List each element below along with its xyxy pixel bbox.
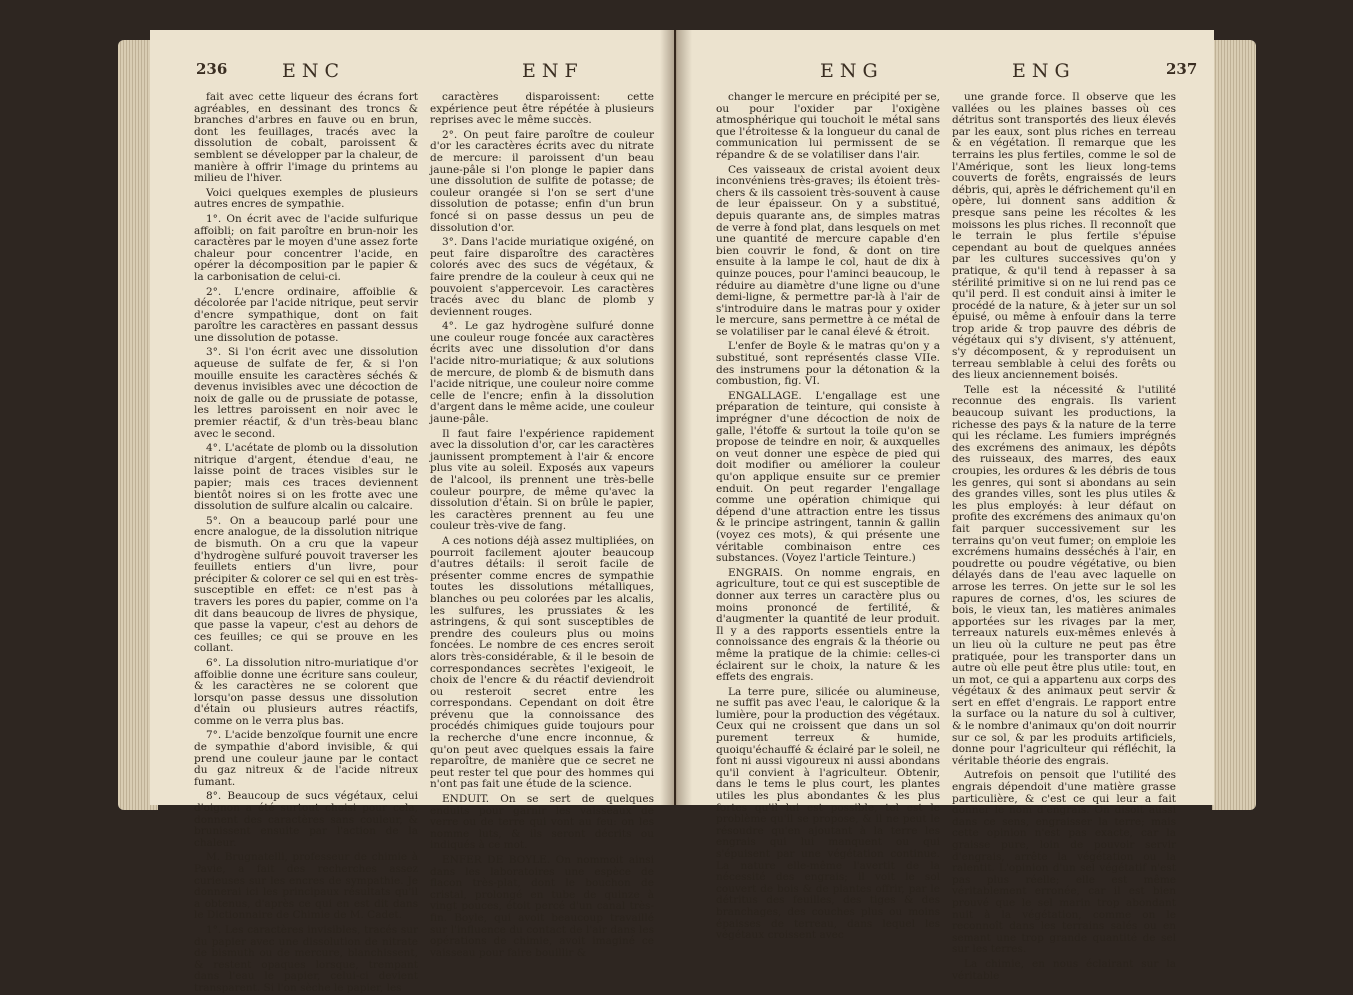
right-page: [676, 30, 1214, 982]
running-head-left-2: ENF: [522, 60, 584, 82]
right-page-column-2: [952, 91, 1176, 982]
paragraph: 5°. On a beaucoup parlé pour une encre analogue, de la dissolution nitrique de bismuth. On a cru que la vapeur d'hydrogène sulfuré pouvoit traverser les feuillets entiers d'un livre, pour précipiter & colorer ce sel qui en est très-susceptible en effet: ce n'est pas à travers les pores du papier, comme on l'a dit dans beaucoup de livres de physique, que passe la vapeur, c'est au dehors de ces feuilles; ce qui se prouve en les collant.: [194, 514, 418, 655]
paragraph: ENGALLAGE. L'engallage est une préparation de teinture, qui consiste à imprégner d'une décoction de noix de galle, l'étoffe & surtout la toile qu'on se propose de teindre en noir, & auxquelles on veut donner une espèce de pied qui doit modifier ou améliorer la couleur qu'on applique ensuite sur ce premier enduit. On peut regarder l'engallage comme une opération chimique qui dépend d'une attraction entre les tissus & le principe astringent, tannin & gallin (voyez ces mots), & qui présente une véritable combinaison entre ces substances. (Voyez l'article Teinture.): [716, 389, 940, 565]
paragraph: 8°. Beaucoup de sucs végétaux, celui d'oignon a été surtout choisi pour cela, donnent des caractères sans couleur, & brunissent ensuite par l'action de la chaleur.: [194, 790, 418, 849]
left-page-column-2: [430, 91, 654, 959]
paragraph: changer le mercure en précipité per se, ou pour l'oxider par l'oxigène atmosphérique qui touchoit le métal sans que l'étroitesse & la longueur du canal de communication lui permissent de se répandre & de se volatiliser dans l'air.: [716, 91, 940, 161]
paragraph: une grande force. Il observe que les vallées ou les plaines basses où ces détritus sont transportés des lieux élevés par les eaux, sont plus riches en terreau & en végétation. Il remarque que les terrains les plus fertiles, comme le sol de l'Amérique, sont les lieux long-tems couverts de forêts, engraissés de leurs débris, qui, après le défrichement qu'il en opère, lui donnent sans addition & presque sans peine les récoltes & les moissons les plus riches. Il reconnoît que le terrain le plus fertile s'épuise cependant au bout de quelques années par les cultures successives qu'on y pratique, & qu'il tend à repasser à sa stérilité primitive si on ne lui rend pas ce qu'il perd. Il est conduit ainsi à imiter le procédé de la nature, & à jeter sur un sol épuisé, ou même à enfouir dans la terre trop aride & trop pauvre des débris de végétaux qui s'y divisent, s'y atténuent, s'y décomposent, & y reproduisent un terreau semblable à celui des forêts ou des lieux anciennement boisés.: [952, 91, 1176, 382]
paragraph: Il faut faire l'expérience rapidement avec la dissolution d'or, car les caractères jaunissent promptement à l'air & encore plus vite au soleil. Exposés aux vapeurs de l'alcool, ils prennent une très-belle couleur pourpre, de même qu'avec la dissolution d'étain. Si on brûle le papier, les caractères prennent au feu une couleur très-vive de fang.: [430, 427, 654, 533]
paragraph: caractères disparoissent: cette expérience peut être répétée à plusieurs reprises avec le même succès.: [430, 91, 654, 127]
paragraph: 2°. L'encre ordinaire, affoiblie & décolorée par l'acide nitrique, peut servir d'encre sympathique, dont on fait paroître les caractères en passant dessus une dissolution de potasse.: [194, 285, 418, 344]
paragraph: ENGRAIS. On nomme engrais, en agriculture, tout ce qui est susceptible de donner aux terres un caractère plus ou moins prononcé de fertilité, & d'augmenter la quantité de leur produit. Il y a des rapports essentiels entre la connoissance des engrais & la théorie ou même la pratique de la chimie: celles-ci éclairent sur le choix, la nature & les effets des engrais.: [716, 566, 940, 684]
right-page-edges: [1212, 40, 1256, 810]
paragraph: 4°. Le gaz hydrogène sulfuré donne une couleur rouge foncée aux caractères écrits avec une dissolution d'or dans l'acide nitro-muriatique; & aux solutions de mercure, de plomb & de bismuth dans l'acide nitrique, une couleur noire comme celle de l'encre; enfin à la dissolution d'argent dans le même acide, une couleur jaune-pâle.: [430, 320, 654, 426]
paragraph: L'enfer de Boyle & le matras qu'on y a substitué, sont représentés classe VIIe. des instrumens pour la détonation & la combustion, fig. VI.: [716, 340, 940, 388]
paragraph: ENFER DE BOYLE. On nommoit ainsi dans les laboratoires une espèce de flacon très-plat, dont le bouchon de cristal, prolongé en tube de quinze à vingt pouces, étoit percé d'un canal très-fin. Boyle, qui avoit beaucoup travaillé sur l'influence du contact de l'air dans les opérations de chimie, avoit imaginé ce vaisseau pour faire bouillir &: [430, 854, 654, 959]
paragraph: 1°. On écrit avec de l'acide sulfurique affoibli; on fait paroître en brun-noir les caractères par le moyen d'une assez forte chaleur pour concentrer l'acide, en opérer la décomposition par le papier & la carbonisation de celui-ci.: [194, 212, 418, 283]
paragraph: 3°. Dans l'acide muriatique oxigéné, on peut faire disparoître des caractères colorés avec des sucs de végétaux, & faire prendre de la couleur à ceux qui ne pouvoient s'appercevoir. Les caractères tracés avec du blanc de plomb y deviennent rouges.: [430, 236, 654, 318]
page-number-right: 237: [1166, 60, 1198, 78]
paragraph: Ces vaisseaux de cristal avoient deux inconvéniens très-graves; ils étoient très-chers & ils cassoient très-souvent à cause de leur épaisseur. On y a substitué, depuis quarante ans, de simples matras de verre à fond plat, dans lesquels on met une quantité de mercure capable d'en bien couvrir le fond, & dont on tire ensuite à la lampe le col, haut de dix à quinze pouces, pour l'aminci beaucoup, le réduire au diamètre d'une ligne ou d'une demi-ligne, & permettre par-là à l'air de s'introduire dans le matras pour y oxider le mercure, sans permettre à ce métal de se volatiliser par le canal élevé & étroit.: [716, 163, 940, 338]
paragraph: M. Brugnatelli, professeur de chimie à Pavie, a fait des recherches assez curieuses sur les encres de sympathie. Je donnerai ici les principaux résultats qu'il a obtenus, d'après ce qui en est dit dans le Dictionnaire de Chimie de M. Cadet.: [194, 851, 418, 922]
running-head-right-2: ENG: [1012, 60, 1076, 82]
paragraph: Voici quelques exemples de plusieurs autres encres de sympathie.: [194, 186, 418, 211]
left-page: [150, 30, 674, 994]
left-page-column-1: [194, 91, 418, 994]
paragraph: Telle est la nécessité & l'utilité reconnue des engrais. Ils varient beaucoup suivant les productions, la richesse des pays & la nature de la terre qui les réclame. Les fumiers imprégnés des excrémens des animaux, les dépôts des ruisseaux, des marres, des eaux croupies, les ordures & les débris de tous les genres, qui sont si abondans au sein des grandes villes, sont les plus utiles & les plus employés: à leur défaut on profite des excrémens des animaux qu'on fait parquer successivement sur les terrains qu'on veut fumer; on emploie les excrémens humains desséchés à l'air, en poudrette ou poudre végétative, ou bien délayés dans de l'eau avec laquelle on arrose les terres. On jette sur le sol les rapures de cornes, d'os, les sciures de bois, le vieux tan, les matières animales apportées sur les rivages par la mer, terreaux naturels eux-mêmes enlevés à un lieu où la culture ne peut pas être pratiquée, pour les transporter dans un autre où elle peut être plus utile: tout, en un mot, ce qui a appartenu aux corps des végétaux & des animaux peut servir & sert en effet d'engrais. Le rapport entre la surface ou la nature du sol à cultiver, & le nombre d'animaux qu'on doit nourrir sur ce sol, & par les produits artificiels, donne pour l'agriculteur qui réfléchit, la véritable théorie des engrais.: [952, 383, 1176, 767]
page-number-left: 236: [196, 60, 228, 78]
paragraph: 2°. On peut faire paroître de couleur d'or les caractères écrits avec du nitrate de mercure: il paroissent d'un beau jaune-pâle si l'on plonge le papier dans une dissolution de sulfite de potasse; de couleur orangée si l'on se sert d'une dissolution de potasse; enfin d'un brun foncé si on passe dessus un peu de dissolution d'or.: [430, 128, 654, 234]
paragraph: ENDUIT. On se sert de quelques enduits pour garnir les vaisseaux de verre ou de terre qui vont au feu: on les nomme luts, & ils seront décrits ou indiqués à ce mot.: [430, 793, 654, 852]
paragraph: 6°. La dissolution nitro-muriatique d'or affoiblie donne une écriture sans couleur, & les caractères ne se colorent que lorsqu'on passe dessus une dissolution d'étain ou plusieurs autres réactifs, comme on le verra plus bas.: [194, 656, 418, 727]
paragraph: fait avec cette liqueur des écrans fort agréables, en dessinant des troncs & branches d'arbres en fauve ou en brun, dont les feuillages, tracés avec la dissolution de cobalt, paroissent & semblent se développer par la chaleur, de manière à offrir l'image du printems au milieu de l'hiver.: [194, 91, 418, 185]
paragraph: 1°. Les caractères invisibles, tracés sur du papier avec une dissolution de nitrate de bismuth ou de mercure, blanchissent, & restent opaques lorsque, trempant dans l'eau le papier, celui-ci devient transparent. Si l'on sèche le papier, les: [194, 923, 418, 994]
right-page-column-1: [716, 91, 940, 942]
running-head-right-1: ENG: [820, 60, 884, 82]
paragraph: La chimie, en nous éclairant sur la véritable: [952, 957, 1176, 982]
paragraph: 4°. L'acétate de plomb ou la dissolution nitrique d'argent, étendue d'eau, ne laisse point de traces visibles sur le papier; mais ces traces deviennent bientôt noires si on les frotte avec une dissolution de sulfure alcalin ou calcaire.: [194, 442, 418, 513]
running-head-left-1: ENC: [282, 60, 346, 82]
paragraph: 7°. L'acide benzoïque fournit une encre de sympathie d'abord invisible, & qui prend une couleur jaune par le contact du gaz nitreux & de l'acide nitreux fumant.: [194, 729, 418, 788]
paragraph: La terre pure, silicée ou alumineuse, ne suffit pas avec l'eau, le calorique & la lumière, pour la production des végétaux. Ceux qui ne croissent que dans un sol purement terreux & humide, quoiqu'échauffé & éclairé par le soleil, ne font ni aussi vigoureux ni aussi abondans qu'il convient à l'agriculteur. Obtenir, dans le tems le plus court, les plantes utiles les plus abondantes & les plus fortes qu'il lui est possible, tel est le problème qu'il se propose, & il ne peut le résoudre qu'en ajoutant à la terre les engrais qui lui manquent ou qui s'épuisent par une végétation continue. La nature elle-même l'avertit de la nécessité des engrais; il voit le sol couvert de bois & de plantes offrir, par le détritus des feuilles, des tiges & des branchages, des couches plus ou moins épaisses de terreau, dans lequel les végétaux croissent avec: [716, 685, 940, 942]
paragraph: Autrefois on pensoit que l'utilité des engrais dépendoit d'une matière grasse particulière, & c'est ce qui leur a fait donner le nom d'engrais. On disoit aussi dans ce sens, engraisser la terre; mais cette opinion n'est pas exacte, car la graisse pure, loin de pouvoir servir d'engrais, arrête la végétation ou la ralentit. L'opinion d'un sel végétatif n'est pas plus réelle; elle est même véritablement erronée, car il est bien prouvé que le sel marin trop abondant nuit à la végétation, comme on le reconnoît dans les terrains salés ou en semant une trop grande quantité de sel sur les terres.: [952, 769, 1176, 956]
paragraph: A ces notions déjà assez multipliées, on pourroit facilement ajouter beaucoup d'autres détails: il seroit facile de présenter comme encres de sympathie toutes les dissolutions métalliques, blanches ou peu colorées par les alcalis, les sulfures, les prussiates & les astringens, & qui sont susceptibles de prendre des couleurs plus ou moins foncées. Le nombre de ces encres seroit alors très-considérable, & il le besoin de correspondances secrètes l'exigeoit, le choix de l'encre & du réactif deviendroit ou resteroit secret entre les correspondans. Cependant on doit être prévenu que la connoissance des procédés chimiques guide toujours pour la recherche d'une encre inconnue, & qu'on peut avec quelques essais la faire reparoître, de manière que ce secret ne peut rester tel que pour des hommes qui n'ont pas fait une étude de la science.: [430, 534, 654, 791]
paragraph: 3°. Si l'on écrit avec une dissolution aqueuse de sulfate de fer, & si l'on mouille ensuite les caractères séchés & devenus invisibles avec une décoction de noix de galle ou de prussiate de potasse, les lettres paroissent en noir avec le premier réactif, & d'un très-beau blanc avec le second.: [194, 346, 418, 440]
